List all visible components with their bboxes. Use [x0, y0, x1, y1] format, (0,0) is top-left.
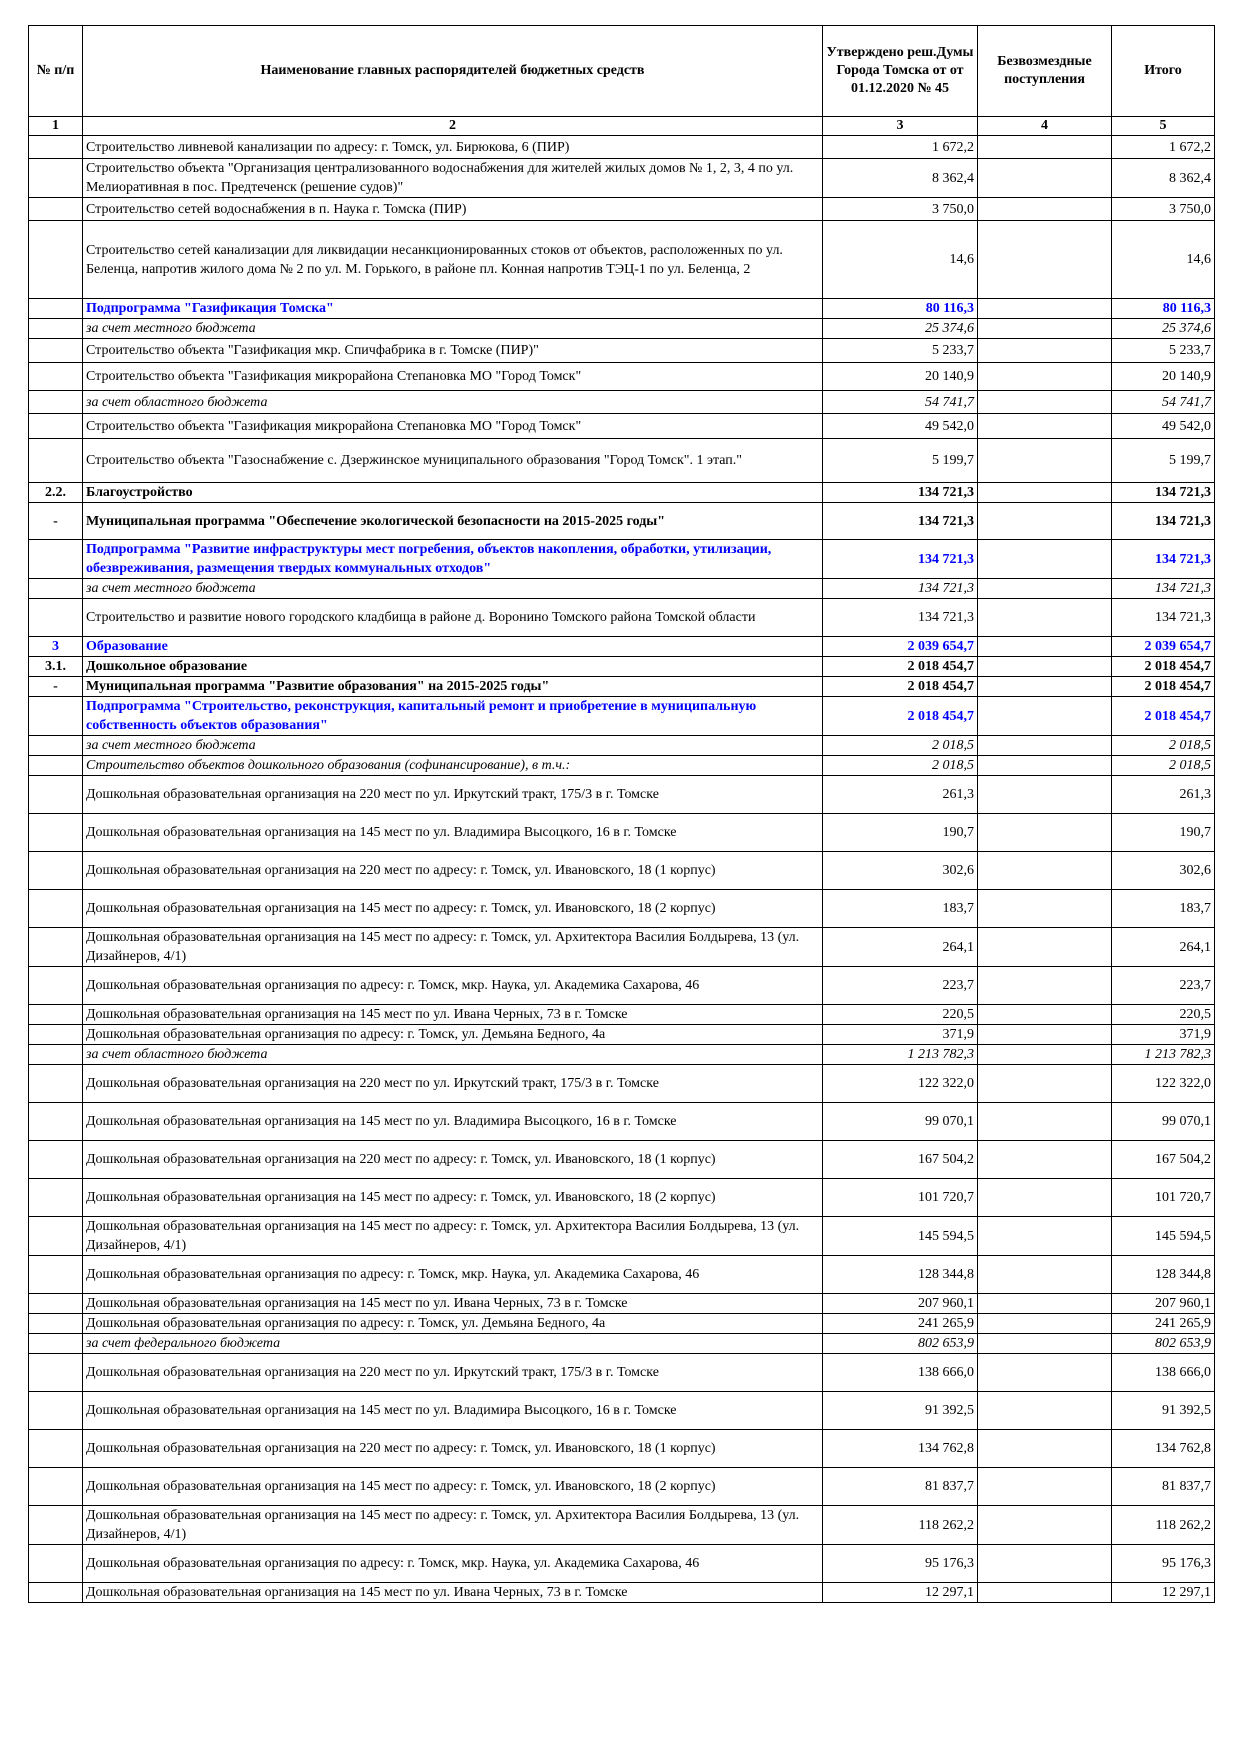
row-total-value: 241 265,9 [1112, 1314, 1215, 1334]
row-name: Дошкольная образовательная организация по адресу: г. Томск, мкр. Наука, ул. Академика Сахарова, 46 [83, 1256, 823, 1294]
table-row [29, 339, 1215, 363]
row-name: Дошкольная образовательная организация по адресу: г. Томск, мкр. Наука, ул. Академика Сахарова, 46 [83, 1545, 823, 1583]
row-approved-value: 122 322,0 [823, 1065, 978, 1103]
row-number [29, 1392, 83, 1430]
row-grants-value [978, 1025, 1112, 1045]
row-total-value: 49 542,0 [1112, 414, 1215, 439]
header-row [29, 26, 1215, 117]
row-total-value: 261,3 [1112, 776, 1215, 814]
row-number [29, 1141, 83, 1179]
row-grants-value [978, 1314, 1112, 1334]
row-grants-value [978, 1545, 1112, 1583]
row-number [29, 1506, 83, 1545]
table-row [29, 1392, 1215, 1430]
row-number [29, 599, 83, 637]
header-name: Наименование главных распорядителей бюджетных средств [83, 26, 823, 117]
header-total: Итого [1112, 26, 1215, 117]
row-name: Подпрограмма "Развитие инфраструктуры мест погребения, объектов накопления, обработки, утилизации, обезвреживания, размещения твердых коммунальных отходов" [83, 540, 823, 579]
row-total-value: 81 837,7 [1112, 1468, 1215, 1506]
row-grants-value [978, 1045, 1112, 1065]
row-number [29, 736, 83, 756]
row-total-value: 101 720,7 [1112, 1179, 1215, 1217]
table-row [29, 363, 1215, 391]
row-approved-value: 99 070,1 [823, 1103, 978, 1141]
row-grants-value [978, 1217, 1112, 1256]
row-grants-value [978, 756, 1112, 776]
row-name: за счет местного бюджета [83, 736, 823, 756]
row-number [29, 967, 83, 1005]
row-total-value: 223,7 [1112, 967, 1215, 1005]
row-total-value: 99 070,1 [1112, 1103, 1215, 1141]
row-grants-value [978, 697, 1112, 736]
row-approved-value: 167 504,2 [823, 1141, 978, 1179]
row-approved-value: 2 018 454,7 [823, 677, 978, 697]
row-number [29, 1065, 83, 1103]
row-approved-value: 134 721,3 [823, 540, 978, 579]
row-approved-value: 138 666,0 [823, 1354, 978, 1392]
row-name: Дошкольная образовательная организация на 220 мест по ул. Иркутский тракт, 175/3 в г. Томске [83, 776, 823, 814]
row-grants-value [978, 1103, 1112, 1141]
header-approved: Утверждено реш.Думы Города Томска от от 01.12.2020 № 45 [823, 26, 978, 117]
row-name: Строительство сетей водоснабжения в п. Наука г. Томска (ПИР) [83, 198, 823, 221]
row-grants-value [978, 928, 1112, 967]
row-grants-value [978, 1392, 1112, 1430]
row-number [29, 814, 83, 852]
row-grants-value [978, 814, 1112, 852]
row-total-value: 5 199,7 [1112, 439, 1215, 483]
table-row [29, 1506, 1215, 1545]
table-row [29, 814, 1215, 852]
row-total-value: 145 594,5 [1112, 1217, 1215, 1256]
row-approved-value: 5 199,7 [823, 439, 978, 483]
table-row [29, 697, 1215, 736]
table-row [29, 540, 1215, 579]
row-name: Дошкольная образовательная организация на 145 мест по ул. Ивана Черных, 73 в г. Томске [83, 1583, 823, 1603]
row-approved-value: 261,3 [823, 776, 978, 814]
row-approved-value: 2 018 454,7 [823, 697, 978, 736]
table-row [29, 1294, 1215, 1314]
row-number [29, 299, 83, 319]
row-number [29, 1354, 83, 1392]
row-total-value: 190,7 [1112, 814, 1215, 852]
table-row [29, 677, 1215, 697]
row-total-value: 2 018 454,7 [1112, 677, 1215, 697]
row-approved-value: 802 653,9 [823, 1334, 978, 1354]
table-row [29, 1468, 1215, 1506]
row-grants-value [978, 221, 1112, 299]
row-number [29, 319, 83, 339]
row-name: Дошкольная образовательная организация на 145 мест по адресу: г. Томск, ул. Архитектора Василия Болдырева, 13 (ул. Дизайнеров, 4/1) [83, 1506, 823, 1545]
table-row [29, 852, 1215, 890]
column-number: 3 [823, 117, 978, 136]
budget-sheet [28, 25, 1214, 1603]
table-row [29, 483, 1215, 503]
table-row [29, 414, 1215, 439]
row-total-value: 134 762,8 [1112, 1430, 1215, 1468]
row-name: Дошкольная образовательная организация на 220 мест по ул. Иркутский тракт, 175/3 в г. Томске [83, 1065, 823, 1103]
row-total-value: 138 666,0 [1112, 1354, 1215, 1392]
row-approved-value: 14,6 [823, 221, 978, 299]
row-approved-value: 207 960,1 [823, 1294, 978, 1314]
table-row [29, 1025, 1215, 1045]
row-approved-value: 81 837,7 [823, 1468, 978, 1506]
row-total-value: 118 262,2 [1112, 1506, 1215, 1545]
row-name: Дошкольная образовательная организация на 145 мест по ул. Владимира Высоцкого, 16 в г. Томске [83, 1392, 823, 1430]
row-total-value: 183,7 [1112, 890, 1215, 928]
row-total-value: 1 213 782,3 [1112, 1045, 1215, 1065]
row-number [29, 1468, 83, 1506]
row-grants-value [978, 439, 1112, 483]
row-name: Дошкольная образовательная организация на 145 мест по ул. Ивана Черных, 73 в г. Томске [83, 1005, 823, 1025]
row-name: Дошкольная образовательная организация на 145 мест по ул. Владимира Высоцкого, 16 в г. Томске [83, 814, 823, 852]
table-row [29, 299, 1215, 319]
row-total-value: 20 140,9 [1112, 363, 1215, 391]
table-row [29, 221, 1215, 299]
row-total-value: 128 344,8 [1112, 1256, 1215, 1294]
row-approved-value: 80 116,3 [823, 299, 978, 319]
row-number [29, 1005, 83, 1025]
table-row [29, 319, 1215, 339]
row-grants-value [978, 1430, 1112, 1468]
budget-table [28, 25, 1215, 1603]
row-number [29, 1179, 83, 1217]
row-grants-value [978, 890, 1112, 928]
table-row [29, 756, 1215, 776]
row-number [29, 852, 83, 890]
row-total-value: 12 297,1 [1112, 1583, 1215, 1603]
row-number [29, 1334, 83, 1354]
row-number [29, 339, 83, 363]
row-total-value: 134 721,3 [1112, 599, 1215, 637]
row-approved-value: 241 265,9 [823, 1314, 978, 1334]
row-number [29, 414, 83, 439]
row-approved-value: 91 392,5 [823, 1392, 978, 1430]
row-number [29, 776, 83, 814]
row-grants-value [978, 599, 1112, 637]
row-approved-value: 5 233,7 [823, 339, 978, 363]
row-approved-value: 128 344,8 [823, 1256, 978, 1294]
row-number: 3.1. [29, 657, 83, 677]
table-row [29, 1141, 1215, 1179]
row-total-value: 802 653,9 [1112, 1334, 1215, 1354]
row-total-value: 2 018,5 [1112, 736, 1215, 756]
row-name: Строительство сетей канализации для ликвидации несанкционированных стоков от объектов, расположенных по ул. Беленца, напротив жилого дома № 2 по ул. М. Горького, в районе пл. Конная напротив ТЭЦ-1 по ул. Беленца, 2 [83, 221, 823, 299]
row-name: Благоустройство [83, 483, 823, 503]
row-grants-value [978, 1354, 1112, 1392]
row-total-value: 122 322,0 [1112, 1065, 1215, 1103]
row-total-value: 25 374,6 [1112, 319, 1215, 339]
table-row [29, 1354, 1215, 1392]
row-number [29, 579, 83, 599]
row-name: Дошкольная образовательная организация по адресу: г. Томск, ул. Демьяна Бедного, 4а [83, 1314, 823, 1334]
row-approved-value: 1 672,2 [823, 136, 978, 159]
row-number [29, 1545, 83, 1583]
row-grants-value [978, 852, 1112, 890]
table-row [29, 1314, 1215, 1334]
row-number [29, 221, 83, 299]
row-grants-value [978, 967, 1112, 1005]
row-approved-value: 183,7 [823, 890, 978, 928]
row-total-value: 2 018 454,7 [1112, 697, 1215, 736]
row-total-value: 8 362,4 [1112, 159, 1215, 198]
row-grants-value [978, 503, 1112, 540]
row-approved-value: 134 721,3 [823, 599, 978, 637]
row-approved-value: 145 594,5 [823, 1217, 978, 1256]
row-name: Строительство объекта "Организация централизованного водоснабжения для жителей жилых домов № 1, 2, 3, 4 по ул. Мелиоративная в пос. Предтеченск (решение судов)" [83, 159, 823, 198]
row-name: Дошкольная образовательная организация на 220 мест по ул. Иркутский тракт, 175/3 в г. Томске [83, 1354, 823, 1392]
row-grants-value [978, 1179, 1112, 1217]
row-number [29, 890, 83, 928]
table-row [29, 736, 1215, 756]
row-name: Строительство объекта "Газификация мкр. Спичфабрика в г. Томске (ПИР)" [83, 339, 823, 363]
row-approved-value: 190,7 [823, 814, 978, 852]
row-name: Строительство объекта "Газификация микрорайона Степановка МО "Город Томск" [83, 414, 823, 439]
row-name: Дошкольная образовательная организация на 220 мест по адресу: г. Томск, ул. Ивановского, 18 (1 корпус) [83, 1141, 823, 1179]
row-grants-value [978, 736, 1112, 756]
row-number [29, 136, 83, 159]
column-number: 5 [1112, 117, 1215, 136]
row-total-value: 1 672,2 [1112, 136, 1215, 159]
row-grants-value [978, 414, 1112, 439]
table-row [29, 439, 1215, 483]
row-grants-value [978, 299, 1112, 319]
row-grants-value [978, 1334, 1112, 1354]
row-approved-value: 134 721,3 [823, 579, 978, 599]
row-total-value: 264,1 [1112, 928, 1215, 967]
row-approved-value: 2 018 454,7 [823, 657, 978, 677]
row-number [29, 1314, 83, 1334]
table-row [29, 1545, 1215, 1583]
row-grants-value [978, 1468, 1112, 1506]
row-grants-value [978, 579, 1112, 599]
row-grants-value [978, 391, 1112, 414]
row-grants-value [978, 319, 1112, 339]
row-name: за счет местного бюджета [83, 319, 823, 339]
row-name: Дошкольная образовательная организация на 145 мест по адресу: г. Томск, ул. Архитектора Василия Болдырева, 13 (ул. Дизайнеров, 4/1) [83, 1217, 823, 1256]
table-row [29, 1065, 1215, 1103]
row-total-value: 5 233,7 [1112, 339, 1215, 363]
row-number: 3 [29, 637, 83, 657]
row-grants-value [978, 1005, 1112, 1025]
table-row [29, 637, 1215, 657]
row-number [29, 391, 83, 414]
row-number: - [29, 677, 83, 697]
row-grants-value [978, 1294, 1112, 1314]
row-approved-value: 220,5 [823, 1005, 978, 1025]
row-total-value: 91 392,5 [1112, 1392, 1215, 1430]
header-num: № п/п [29, 26, 83, 117]
row-name: Дошкольная образовательная организация на 145 мест по адресу: г. Томск, ул. Ивановского, 18 (2 корпус) [83, 890, 823, 928]
table-row [29, 579, 1215, 599]
row-approved-value: 223,7 [823, 967, 978, 1005]
table-row [29, 1217, 1215, 1256]
row-approved-value: 371,9 [823, 1025, 978, 1045]
row-name: за счет областного бюджета [83, 1045, 823, 1065]
row-grants-value [978, 1256, 1112, 1294]
row-total-value: 134 721,3 [1112, 540, 1215, 579]
row-grants-value [978, 1065, 1112, 1103]
row-total-value: 14,6 [1112, 221, 1215, 299]
row-name: Дошкольное образование [83, 657, 823, 677]
row-total-value: 2 018 454,7 [1112, 657, 1215, 677]
row-number [29, 1045, 83, 1065]
row-total-value: 3 750,0 [1112, 198, 1215, 221]
table-row [29, 1430, 1215, 1468]
row-name: Строительство ливневой канализации по адресу: г. Томск, ул. Бирюкова, 6 (ПИР) [83, 136, 823, 159]
column-number: 4 [978, 117, 1112, 136]
row-grants-value [978, 776, 1112, 814]
row-name: Строительство объекта "Газификация микрорайона Степановка МО "Город Томск" [83, 363, 823, 391]
row-number [29, 198, 83, 221]
row-name: Дошкольная образовательная организация на 145 мест по ул. Владимира Высоцкого, 16 в г. Томске [83, 1103, 823, 1141]
row-grants-value [978, 1506, 1112, 1545]
table-row [29, 1045, 1215, 1065]
column-number: 1 [29, 117, 83, 136]
table-row [29, 391, 1215, 414]
row-total-value: 134 721,3 [1112, 503, 1215, 540]
row-grants-value [978, 339, 1112, 363]
row-number [29, 1103, 83, 1141]
row-grants-value [978, 1583, 1112, 1603]
row-name: Подпрограмма "Газификация Томска" [83, 299, 823, 319]
row-total-value: 302,6 [1112, 852, 1215, 890]
table-row [29, 657, 1215, 677]
row-number: 2.2. [29, 483, 83, 503]
table-row [29, 1103, 1215, 1141]
table-row [29, 1334, 1215, 1354]
row-name: Подпрограмма "Строительство, реконструкция, капитальный ремонт и приобретение в муниципальную собственность объектов образования" [83, 697, 823, 736]
row-name: Дошкольная образовательная организация по адресу: г. Томск, ул. Демьяна Бедного, 4а [83, 1025, 823, 1045]
row-approved-value: 302,6 [823, 852, 978, 890]
row-total-value: 2 018,5 [1112, 756, 1215, 776]
row-name: Дошкольная образовательная организация на 220 мест по адресу: г. Томск, ул. Ивановского, 18 (1 корпус) [83, 1430, 823, 1468]
table-row [29, 928, 1215, 967]
row-number [29, 1583, 83, 1603]
table-row [29, 1256, 1215, 1294]
row-number [29, 159, 83, 198]
row-name: Строительство объектов дошкольного образования (софинансирование), в т.ч.: [83, 756, 823, 776]
row-approved-value: 8 362,4 [823, 159, 978, 198]
row-name: Строительство и развитие нового городского кладбища в районе д. Воронино Томского района Томской области [83, 599, 823, 637]
table-row [29, 967, 1215, 1005]
row-total-value: 134 721,3 [1112, 579, 1215, 599]
row-total-value: 220,5 [1112, 1005, 1215, 1025]
table-row [29, 599, 1215, 637]
row-name: Дошкольная образовательная организация на 145 мест по адресу: г. Томск, ул. Архитектора Василия Болдырева, 13 (ул. Дизайнеров, 4/1) [83, 928, 823, 967]
row-number [29, 363, 83, 391]
row-grants-value [978, 363, 1112, 391]
row-name: Дошкольная образовательная организация на 145 мест по адресу: г. Томск, ул. Ивановского, 18 (2 корпус) [83, 1179, 823, 1217]
row-grants-value [978, 198, 1112, 221]
row-name: за счет федерального бюджета [83, 1334, 823, 1354]
row-total-value: 80 116,3 [1112, 299, 1215, 319]
row-number [29, 1294, 83, 1314]
row-total-value: 167 504,2 [1112, 1141, 1215, 1179]
row-grants-value [978, 657, 1112, 677]
row-approved-value: 95 176,3 [823, 1545, 978, 1583]
row-grants-value [978, 136, 1112, 159]
table-row [29, 198, 1215, 221]
row-approved-value: 2 018,5 [823, 736, 978, 756]
row-total-value: 2 039 654,7 [1112, 637, 1215, 657]
row-number [29, 1256, 83, 1294]
table-row [29, 1005, 1215, 1025]
row-approved-value: 12 297,1 [823, 1583, 978, 1603]
table-row [29, 136, 1215, 159]
row-name: Строительство объекта "Газоснабжение с. Дзержинское муниципального образования "Город Томск". 1 этап." [83, 439, 823, 483]
row-number: - [29, 503, 83, 540]
header-grants: Безвозмездные поступления [978, 26, 1112, 117]
row-name: Муниципальная программа "Развитие образования" на 2015-2025 годы" [83, 677, 823, 697]
row-number [29, 1025, 83, 1045]
row-approved-value: 134 762,8 [823, 1430, 978, 1468]
table-row [29, 503, 1215, 540]
row-total-value: 54 741,7 [1112, 391, 1215, 414]
row-approved-value: 1 213 782,3 [823, 1045, 978, 1065]
row-number [29, 439, 83, 483]
row-name: Муниципальная программа "Обеспечение экологической безопасности на 2015-2025 годы" [83, 503, 823, 540]
row-name: Дошкольная образовательная организация на 220 мест по адресу: г. Томск, ул. Ивановского, 18 (1 корпус) [83, 852, 823, 890]
row-name: за счет областного бюджета [83, 391, 823, 414]
row-number [29, 756, 83, 776]
row-name: Образование [83, 637, 823, 657]
row-total-value: 207 960,1 [1112, 1294, 1215, 1314]
row-approved-value: 54 741,7 [823, 391, 978, 414]
row-approved-value: 49 542,0 [823, 414, 978, 439]
row-approved-value: 2 039 654,7 [823, 637, 978, 657]
row-approved-value: 3 750,0 [823, 198, 978, 221]
table-row [29, 1583, 1215, 1603]
row-total-value: 134 721,3 [1112, 483, 1215, 503]
table-row [29, 776, 1215, 814]
table-body [29, 136, 1215, 1603]
row-total-value: 371,9 [1112, 1025, 1215, 1045]
row-approved-value: 20 140,9 [823, 363, 978, 391]
row-approved-value: 25 374,6 [823, 319, 978, 339]
row-grants-value [978, 540, 1112, 579]
row-approved-value: 264,1 [823, 928, 978, 967]
row-number [29, 928, 83, 967]
table-row [29, 159, 1215, 198]
row-grants-value [978, 637, 1112, 657]
row-grants-value [978, 1141, 1112, 1179]
column-number: 2 [83, 117, 823, 136]
row-number [29, 697, 83, 736]
row-grants-value [978, 483, 1112, 503]
row-name: Дошкольная образовательная организация на 145 мест по адресу: г. Томск, ул. Ивановского, 18 (2 корпус) [83, 1468, 823, 1506]
column-number-row [29, 117, 1215, 136]
row-approved-value: 118 262,2 [823, 1506, 978, 1545]
row-number [29, 540, 83, 579]
table-row [29, 890, 1215, 928]
row-name: Дошкольная образовательная организация на 145 мест по ул. Ивана Черных, 73 в г. Томске [83, 1294, 823, 1314]
row-total-value: 95 176,3 [1112, 1545, 1215, 1583]
row-name: за счет местного бюджета [83, 579, 823, 599]
row-grants-value [978, 159, 1112, 198]
table-row [29, 1179, 1215, 1217]
row-approved-value: 134 721,3 [823, 483, 978, 503]
row-number [29, 1430, 83, 1468]
row-number [29, 1217, 83, 1256]
row-name: Дошкольная образовательная организация по адресу: г. Томск, мкр. Наука, ул. Академика Сахарова, 46 [83, 967, 823, 1005]
row-approved-value: 101 720,7 [823, 1179, 978, 1217]
row-grants-value [978, 677, 1112, 697]
row-approved-value: 2 018,5 [823, 756, 978, 776]
row-approved-value: 134 721,3 [823, 503, 978, 540]
